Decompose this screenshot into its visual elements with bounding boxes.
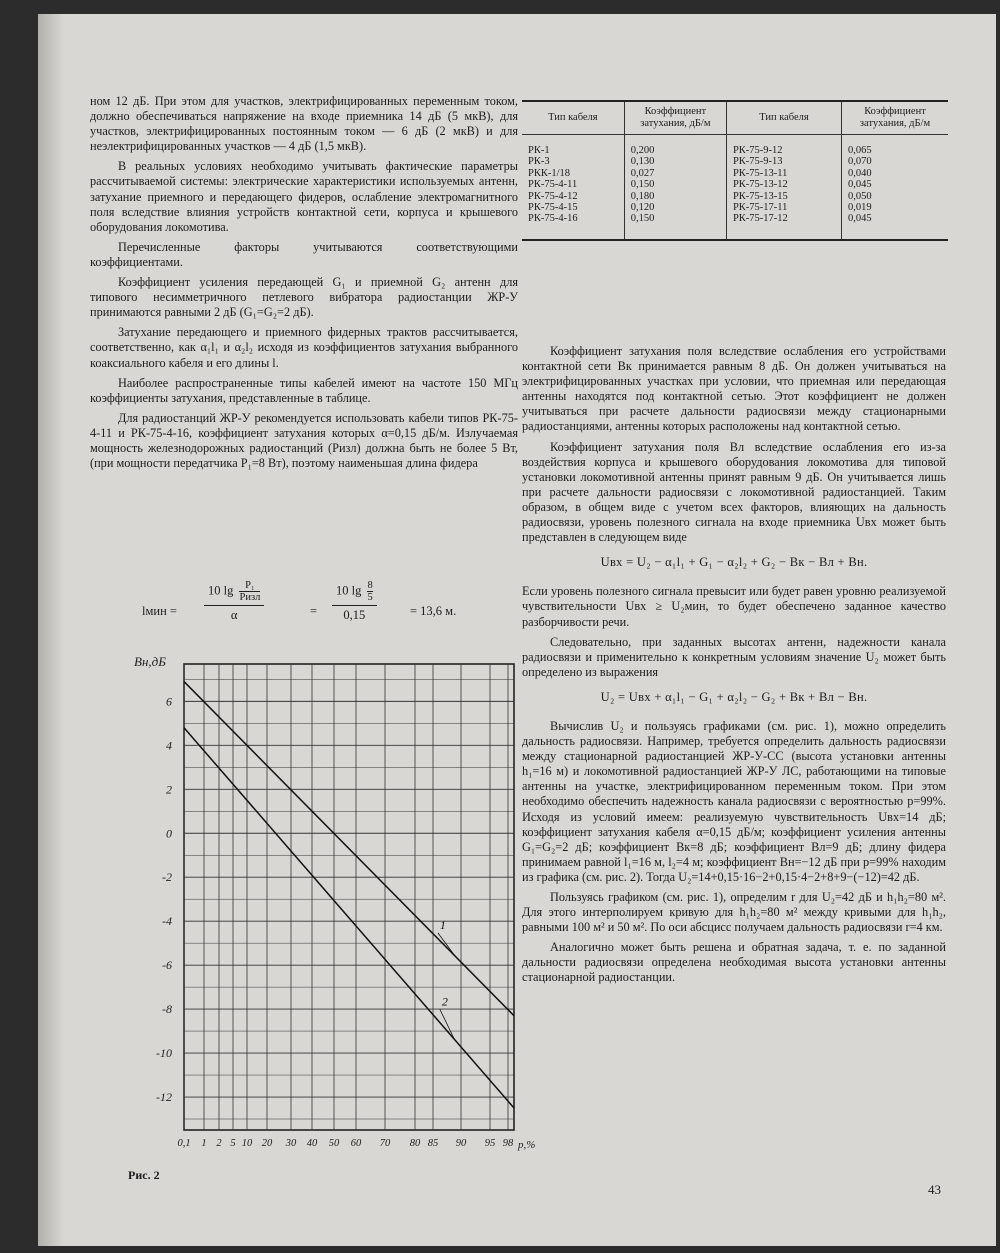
table-row [522, 135, 948, 157]
y-tick-label: -8 [162, 1002, 172, 1017]
table-cell: 0,200 [624, 135, 726, 157]
y-tick-label: -4 [162, 914, 172, 929]
formula-equals: = [310, 604, 318, 618]
paragraph: Перечисленные факторы учитываются соответствующими коэффициентами. [90, 239, 518, 269]
x-tick-label: 10 [241, 1138, 253, 1149]
y-tick-label: -10 [156, 1046, 172, 1061]
left-column [90, 94, 518, 476]
chart-grid [184, 664, 514, 1130]
page-number: 43 [928, 1182, 941, 1197]
formula-term: 5 [367, 592, 373, 603]
table-cell: РК-75-4-11 [522, 179, 624, 190]
formula-term: 10 lg [336, 583, 362, 598]
table-cell: 0,120 [624, 202, 726, 213]
y-tick-label: 0 [166, 826, 172, 841]
table-cell: 0,027 [624, 168, 726, 179]
x-tick-label: 50 [328, 1138, 340, 1149]
formula-term: 8 [367, 580, 373, 591]
table-cell: РК-75-4-16 [522, 213, 624, 238]
paragraph: Коэффициент затухания поля Bл вследствие ослабления его из-за воздействия корпуса и крышевого оборудования локомотива для типовой установки локомотивной антенны принят равным 9 дБ. Он учитывается лишь при расчете дальности радиосвязи с локомотивной радиостанцией. Таким образом, в общем виде с учетом всех факторов, влияющих на дальность радиосвязи, уровень полезного сигнала на входе приемника Uвх может быть представлен в следующем виде [522, 439, 946, 545]
table-cell: 0,150 [624, 213, 726, 238]
series-line-2 [184, 728, 514, 1108]
table-cell: 0,045 [847, 213, 872, 225]
table-cell: РК-1 [522, 135, 624, 157]
table-cell: РК-75-13-15 [726, 191, 841, 202]
table-cell: 0,070 [847, 156, 872, 168]
x-tick-label: 70 [379, 1138, 391, 1149]
paragraph: Вычислив U₂ и пользуясь графиками (см. рис. 1), можно определить дальность радиосвязи. Например, требуется определить дальность радиосвязи между стационарной радиостанцией ЖР-У-СС (высота установки антенны h₁=16 м) и локомотивной радиостанцией ЖР-У ЛС, работающими на типовые антенны на участке, электрифицированном переменным током. При этом необходимо обеспечить надежность канала радиосвязи с вероятностью p=99%. Исходя из условий имеем: реализуемую чувствительность Uвх=14 дБ; коэффициент затухания кабеля α=0,15 дБ/м; коэффициент усиления антенны G₁=G₂=2 дБ; коэффициент Bк=8 дБ; коэффициент Bл=9 дБ; длину фидера принимаем равной l₁=16 м, l₂=4 м; коэффициент Bн=−12 дБ при p=99% находим из графика (см. рис. 2). Тогда U₂=14+0,15·16−2+0,15·4−2+8+9−(−12)=42 дБ. [522, 718, 946, 884]
formula-term: P₁ [239, 580, 260, 592]
table-cell: 0,040 [847, 167, 872, 179]
chart-frame [184, 664, 514, 1130]
paragraph: Для радиостанций ЖР-У рекомендуется использовать кабели типов РК-75-4-11 и РК-75-4-16, коэффициент затухания которых α=0,15 дБ/м. Излучаемая мощность железнодорожных радиостанций (Pизл) должна быть не более 5 Вт, (при мощности передатчика P₁=8 Вт), поэтому наименьшая длина фидера [90, 410, 518, 471]
paragraph: Коэффициент затухания поля вследствие ослабления его устройствами контактной сети Bк принимается равным 8 дБ. Он должен учитываться на электрифицированных участках при условии, что приемная или передающая антенны находятся под контактной сетью. Этот коэффициент не должен учитываться при расчете дальности радиосвязи между стационарными радиостанциями, антенны которых расположены над контактной сетью. [522, 344, 946, 434]
table-cell: 0,045 [847, 179, 872, 191]
y-tick-label: 2 [166, 782, 172, 797]
signal-level-formula: Uвх = U₂ − α₁l₁ + G₁ − α₂l₂ + G₂ − Bк − Bл + Bн. [600, 555, 868, 570]
table-cell: РК-75-9-13 [726, 156, 841, 167]
table-header: Тип кабеля [522, 102, 624, 135]
feeder-length-formula [142, 580, 522, 636]
x-tick-label: 90 [455, 1138, 467, 1149]
table-cell: 0,150 [624, 179, 726, 190]
x-tick-label: 60 [350, 1138, 362, 1149]
table-row [522, 213, 948, 238]
table-row [522, 156, 948, 167]
y-tick-label: 4 [166, 738, 172, 753]
table-row [522, 168, 948, 179]
y-tick-label: -6 [162, 958, 172, 973]
paragraph: Коэффициент усиления передающей G₁ и приемной G₂ антенн для типового несимметричного петлевого вибратора радиостанции ЖР-У принимаются равными 2 дБ (G₁=G₂=2 дБ). [90, 275, 518, 320]
x-tick-label: 2 [216, 1138, 222, 1149]
y-tick-label: -2 [162, 870, 172, 885]
series-leader-1 [438, 933, 455, 956]
series-label-2: 2 [441, 994, 448, 1009]
table-cell: РК-75-17-12 [726, 213, 841, 238]
table-cell: РК-3 [522, 156, 624, 167]
x-tick-label: 80 [409, 1138, 421, 1149]
table-cell: 0,180 [624, 191, 726, 202]
table-cell: РК-75-17-11 [726, 202, 841, 213]
x-tick-label: 0,1 [177, 1138, 191, 1149]
x-tick-label: 5 [230, 1138, 236, 1149]
table-cell: 0,019 [847, 202, 872, 214]
table-row [522, 191, 948, 202]
y-tick-label: -12 [156, 1090, 172, 1105]
table-header: Тип кабеля [726, 102, 841, 135]
x-axis-label: p,% [518, 1139, 536, 1151]
paragraph: В реальных условиях необходимо учитывать фактические параметры рассчитываемой системы: электрические характеристики используемых антенн, затухание приемного и передающего фидеров, ослабление электромагнитного поля вследствие влияния устройств контактной сети, корпуса и крышевого оборудования локомотива. [90, 159, 518, 234]
x-tick-label: 95 [484, 1138, 496, 1149]
y-axis-label: Bн,дБ [134, 654, 166, 669]
u2-formula: U₂ = Uвх + α₁l₁ − G₁ + α₂l₂ − G₂ + Bк + Bл − Bн. [600, 689, 868, 704]
book-page [38, 14, 996, 1246]
table-row [522, 179, 948, 190]
x-tick-label: 98 [502, 1138, 514, 1149]
formula-result: = 13,6 м. [410, 604, 457, 618]
right-column [522, 344, 946, 991]
paragraph: Аналогично может быть решена и обратная задача, т. е. по заданной дальности радиосвязи определена необходимая высота установки антенны стационарной радиостанции. [522, 940, 946, 985]
y-tick-label: 6 [166, 694, 172, 709]
paragraph: Пользуясь графиком (см. рис. 1), определим r для U₂=42 дБ и h₁h₂=80 м². Для этого интерполируем кривую для h₁h₂=80 м² между кривыми для h₁h₂, равными 100 м² и 50 м². По оси абсцисс получаем дальность радиосвязи r=4 км. [522, 890, 946, 935]
table-cell: РК-75-4-12 [522, 191, 624, 202]
table-header: Коэффициент затухания, дБ/м [841, 102, 948, 135]
table-cell: РК-75-4-15 [522, 202, 624, 213]
table-header: Коэффициент затухания, дБ/м [624, 102, 726, 135]
formula-fraction-2 [332, 580, 377, 623]
formula-term: 0,15 [343, 608, 366, 622]
table-cell: 0,050 [847, 190, 872, 202]
x-tick-label: 30 [285, 1138, 297, 1149]
paragraph: Если уровень полезного сигнала превысит или будет равен уровню реализуемой чувствительности Uвх ≥ U₂мин, то будет обеспечено заданное качество разборчивости речи. [522, 584, 946, 629]
paragraph: Наиболее распространенные типы кабелей имеют на частоте 150 МГц коэффициенты затухания, представленные в таблице. [90, 375, 518, 405]
series-label-1: 1 [439, 917, 446, 932]
x-tick-label: 85 [427, 1138, 439, 1149]
formula-term: 10 lg [208, 583, 234, 598]
formula-term: α [230, 608, 238, 622]
paragraph: Следовательно, при заданных высотах антенн, надежности канала радиосвязи и применительно к конкретным условиям значение U₂ может быть определено из выражения [522, 634, 946, 679]
figure-caption: Рис. 2 [128, 1168, 160, 1182]
x-tick-label: 1 [201, 1138, 207, 1149]
table-cell: 0,130 [624, 156, 726, 167]
formula-term: Pизл [239, 592, 261, 603]
formula-fraction-1 [204, 580, 264, 623]
table-cell: РК-75-9-12 [726, 135, 841, 157]
table-cell: РК-75-13-11 [726, 168, 841, 179]
table-body [522, 135, 948, 239]
formula-lhs: lмин = [142, 604, 177, 618]
table-row [522, 202, 948, 213]
x-tick-label: 20 [261, 1138, 273, 1149]
table-cell: РК-75-13-12 [726, 179, 841, 190]
paragraph: ном 12 дБ. При этом для участков, электрифицированных переменным током, должно обеспечиваться напряжение на входе приемника 14 дБ (5 мкВ), для участков, электрифицированных постоянным током — 6 дБ (2 мкВ) и для неэлектрифицированных участков — 4 дБ (1,5 мкВ). [90, 94, 518, 154]
table-cell: РКК-1/18 [522, 168, 624, 179]
cable-attenuation-table [522, 100, 948, 241]
table-cell: 0,065 [847, 145, 872, 156]
reliability-chart [128, 644, 536, 1189]
x-tick-label: 40 [306, 1138, 318, 1149]
paragraph: Затухание передающего и приемного фидерных трактов рассчитывается, соответственно, как α₁l₁ и α₂l₂ исходя из коэффициентов затухания выбранного коаксиального кабеля и его длины l. [90, 325, 518, 370]
